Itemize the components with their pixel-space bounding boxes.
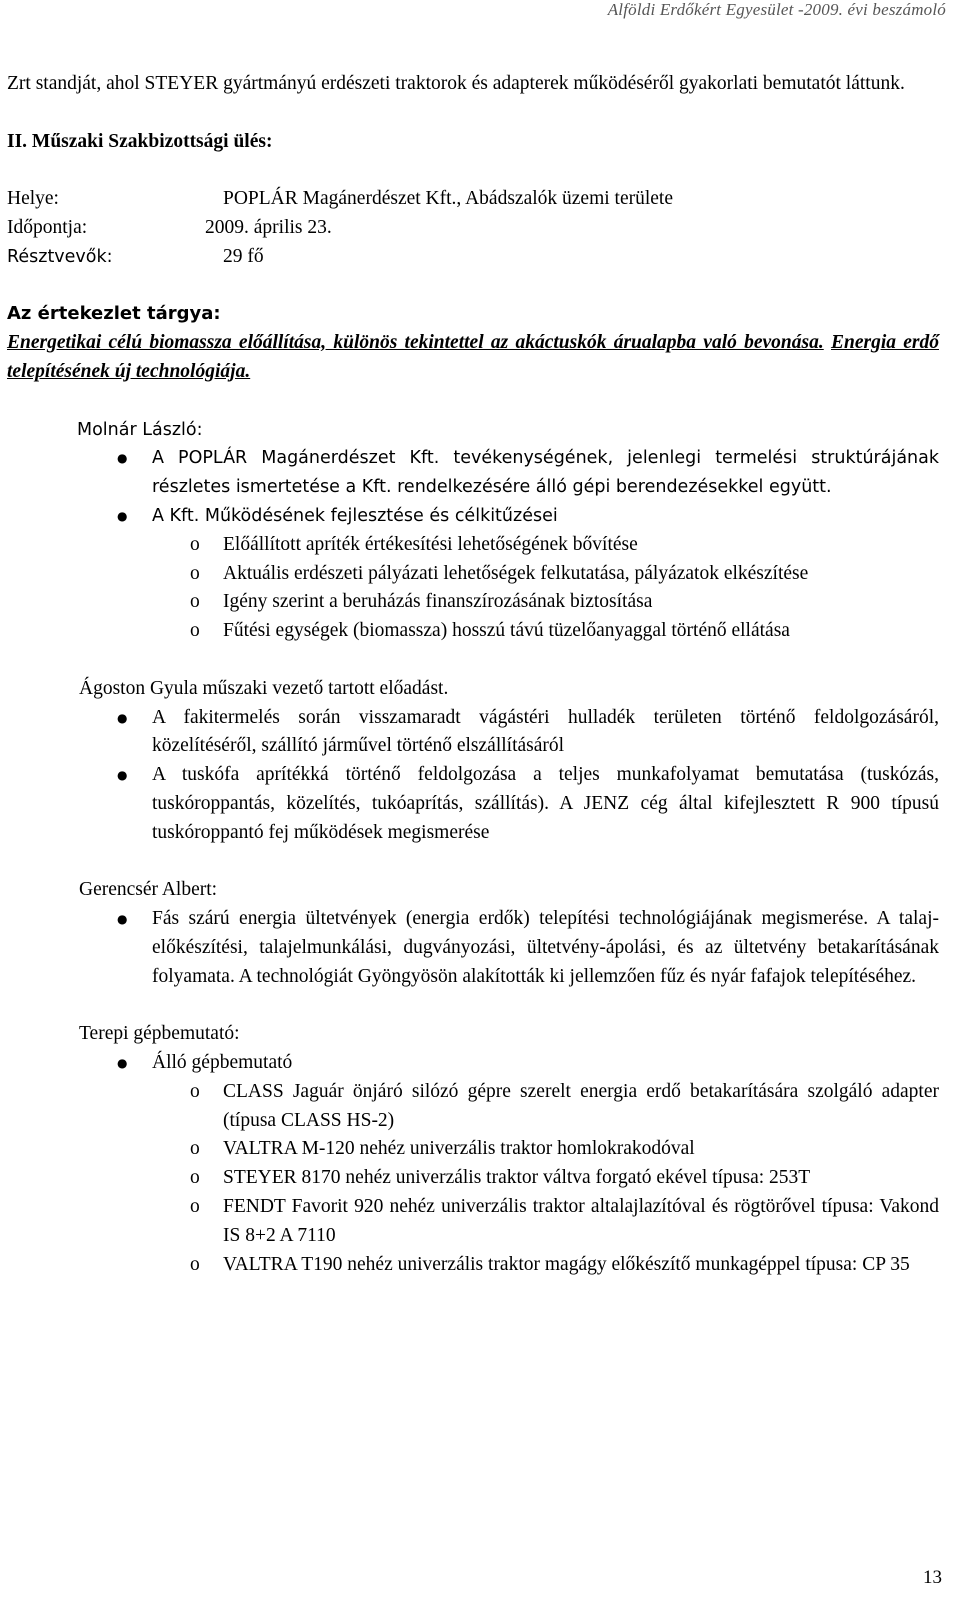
- page-number: 13: [923, 1567, 942, 1588]
- speaker2-bullet-2: ● A tuskófa aprítékká történő feldolgozása a teljes munkafolyamat bemutatása (tuskózás, tuskóroppantás, közelítés, tukóaprítás, szállítás). A JENZ cég által kifejlesztett R 900 típusú tuskóroppantó fej működések megismerése: [7, 761, 939, 847]
- field-demo-sub-4: o FENDT Favorit 920 nehéz univerzális traktor altalajlazítóval és rögtörővel típusa: Vakond IS 8+2 A 7110: [7, 1193, 939, 1251]
- speaker1-sub-1: o Előállított apríték értékesítési lehetőségének bővítése: [7, 531, 939, 560]
- date-value: 2009. április 23.: [205, 216, 332, 238]
- participants-value: 29 fő: [223, 245, 264, 267]
- place-label: Helye:: [7, 188, 59, 210]
- field-demo-sub-3: o STEYER 8170 nehéz univerzális traktor váltva forgató ekével típusa: 253T: [7, 1164, 939, 1193]
- speaker2-intro: Ágoston Gyula műszaki vezető tartott előadást.: [79, 677, 449, 699]
- field-demo-sub-5: o VALTRA T190 nehéz univerzális traktor magágy előkészítő munkagéppel típusa: CP 35: [7, 1251, 939, 1280]
- page-header: Alföldi Erdőkért Egyesület -2009. évi beszámoló: [607, 0, 946, 19]
- date-label: Időpontja:: [7, 216, 88, 238]
- topic-part-1: Energetikai célú biomassza előállítása, különös tekintettel az akáctuskók árualapba való bevonása.: [7, 332, 824, 354]
- speaker1-bullet-2: ● A Kft. Működésének fejlesztése és célkitűzései: [7, 502, 939, 531]
- participants-label: Résztvevők:: [7, 246, 113, 267]
- speaker1-bullet-1: ● A POPLÁR Magánerdészet Kft. tevékenységének, jelenlegi termelési struktúrájának részletes ismertetése a Kft. rendelkezésére álló gépi berendezésekkel együtt.: [7, 444, 939, 502]
- field-demo-bullet: ● Álló gépbemutató: [7, 1049, 939, 1078]
- speaker2-bullet-1: ● A fakitermelés során visszamaradt vágástéri hulladék területen történő feldolgozásáról, közelítéséről, szállító járművel történő elszállításáról: [7, 704, 939, 762]
- place-row: [7, 185, 939, 214]
- topic-part-2: Energia erdő telepítésének új technológiája.: [7, 332, 939, 382]
- speaker1-name: Molnár László:: [77, 419, 203, 440]
- section-title: II. Műszaki Szakbizottsági ülés:: [7, 130, 273, 152]
- participants-row: [7, 243, 939, 272]
- document-body: [7, 70, 939, 1279]
- topic-text: [7, 329, 939, 387]
- speaker1-sub-3: o Igény szerint a beruházás finanszírozásának biztosítása: [7, 588, 939, 617]
- speaker1-sub-2: o Aktuális erdészeti pályázati lehetőségek felkutatása, pályázatok elkészítése: [7, 560, 939, 589]
- topic-label: Az értekezlet tárgya:: [7, 303, 221, 325]
- speaker3-bullet: ● Fás szárú energia ültetvények (energia erdők) telepítési technológiájának megismerése. A talaj-előkészítési, talajelmunkálási, dugványozási, ültetvény-ápolási, és az ültetvény betakarításának folyamata. A technológiát Gyöngyösön alakították ki jellemzően fűz és nyár fafajok telepítéséhez.: [7, 905, 939, 991]
- place-value: POPLÁR Magánerdészet Kft., Abádszalók üzemi területe: [223, 188, 673, 210]
- field-demo-sub-1: o CLASS Jaguár önjáró silózó gépre szerelt energia erdő betakarítására szolgáló adapter (típusa CLASS HS-2): [7, 1078, 939, 1136]
- speaker1-sub-4: o Fűtési egységek (biomassza) hosszú távú tüzelőanyaggal történő ellátása: [7, 617, 939, 646]
- speaker3-name: Gerencsér Albert:: [79, 879, 218, 901]
- date-row: [7, 214, 939, 243]
- field-demo-label: Terepi gépbemutató:: [79, 1023, 240, 1045]
- field-demo-sub-2: o VALTRA M-120 nehéz univerzális traktor homlokrakodóval: [7, 1135, 939, 1164]
- intro-paragraph: Zrt standját, ahol STEYER gyártmányú erdészeti traktorok és adapterek működéséről gyakorlati bemutatót láttunk.: [7, 73, 905, 94]
